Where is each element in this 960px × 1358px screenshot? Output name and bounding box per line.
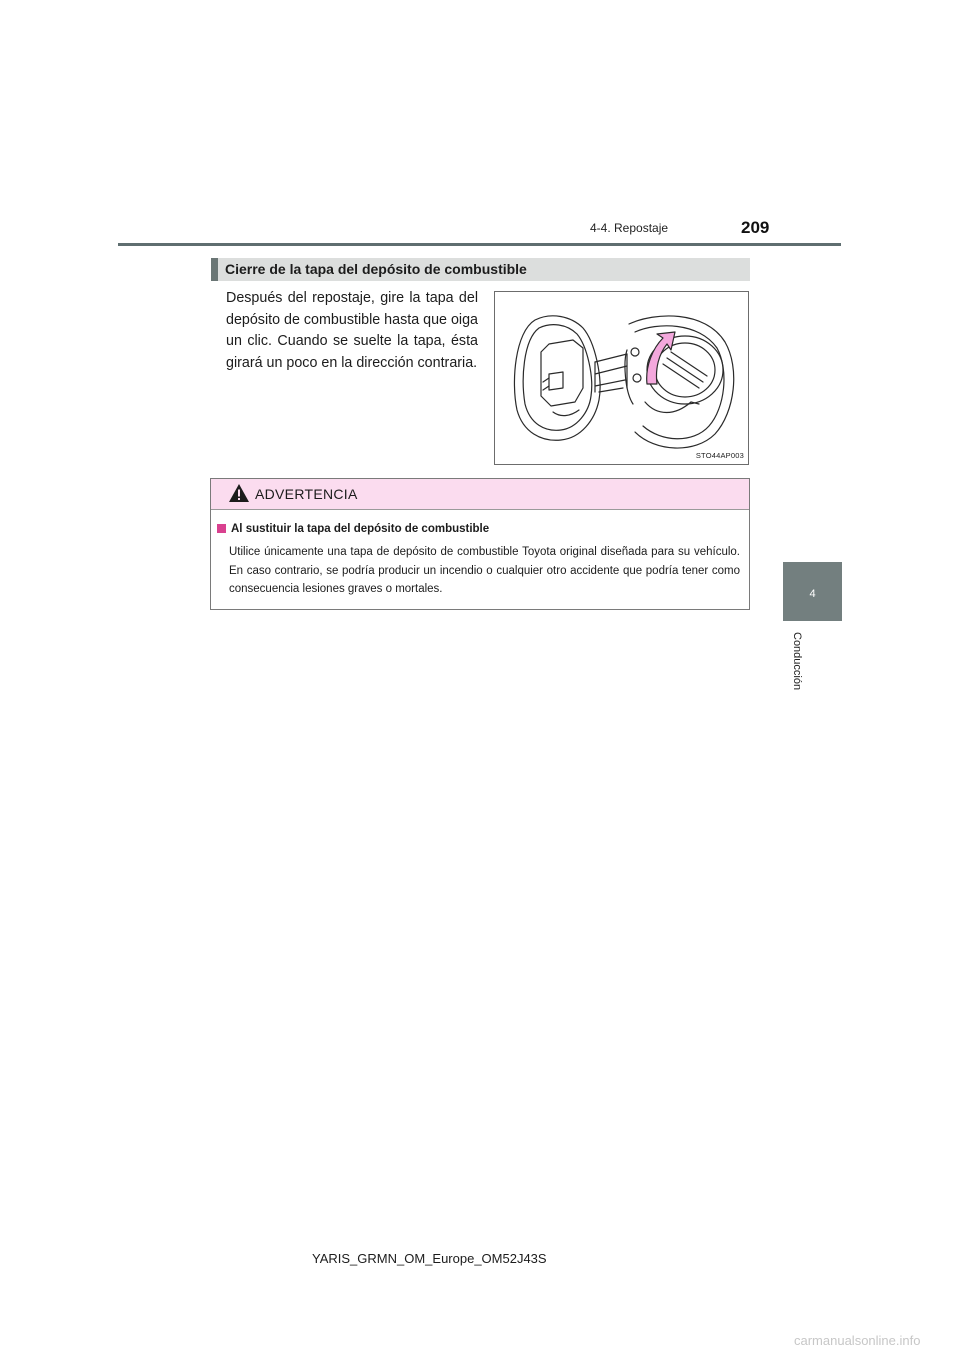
bullet-square-icon [217, 524, 226, 533]
section-body-text: Después del repostaje, gire la tapa del depósito de combustible hasta que oiga un clic. Cuando se suelte la tapa, ésta girará un poco en la dirección contraria. [226, 290, 478, 371]
section-title: Cierre de la tapa del depósito de combustible [225, 261, 527, 277]
chapter-label: Conducción [791, 632, 803, 691]
page-number: 209 [741, 218, 770, 237]
section-heading-bar [211, 258, 750, 281]
warning-subheading-text: Al sustituir la tapa del depósito de combustible [231, 523, 490, 535]
warning-header [211, 479, 749, 510]
header-divider [118, 243, 841, 246]
warning-body-text: Utilice únicamente una tapa de depósito de combustible Toyota original diseñada para su vehículo. En caso contrario, se podría producir un incendio o cualquier otro accidente que podría tener como consecuencia lesiones graves o mortales. [229, 546, 740, 595]
running-header-section: 4-4. Repostaje [590, 221, 669, 235]
chapter-tab [783, 562, 842, 621]
watermark: carmanualsonline.info [794, 1333, 921, 1348]
warning-subheading [217, 523, 489, 535]
document-id: YARIS_GRMN_OM_Europe_OM52J43S [312, 1251, 547, 1266]
fuel-cap-drawing [495, 292, 748, 464]
chapter-number: 4 [809, 588, 816, 600]
figure-code: STO44AP003 [695, 451, 744, 460]
fuel-cap-illustration [494, 291, 749, 465]
rotation-arrow-icon [647, 332, 675, 384]
warning-box [210, 478, 750, 610]
section-heading-accent [211, 258, 218, 281]
warning-triangle-icon [228, 483, 250, 503]
warning-title: ADVERTENCIA [255, 486, 358, 502]
